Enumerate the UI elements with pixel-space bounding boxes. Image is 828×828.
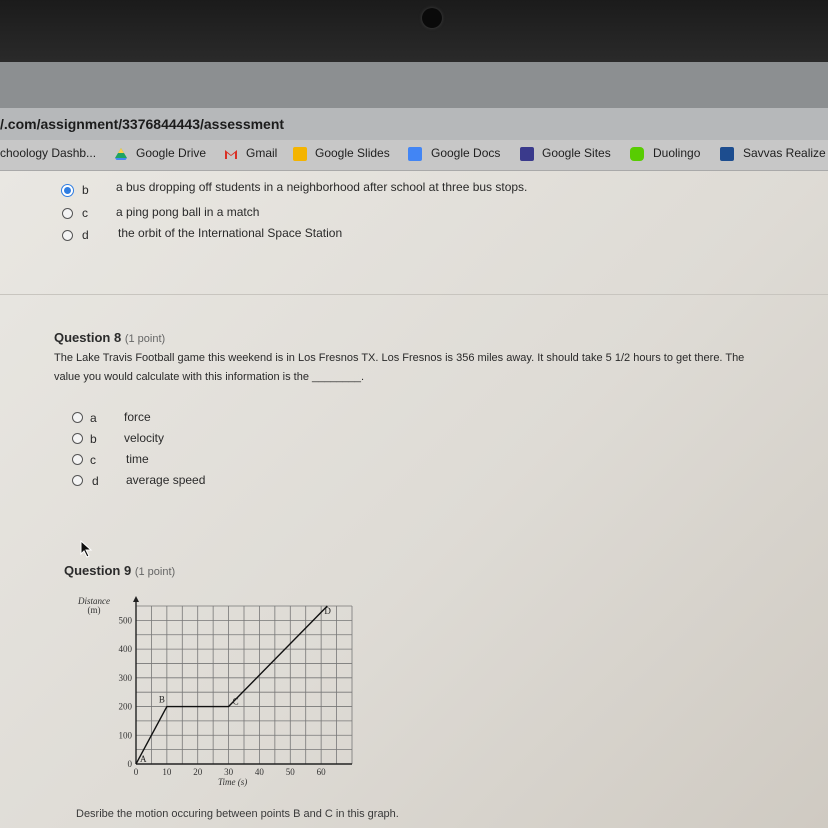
prev-option-d-text[interactable]: the orbit of the International Space Station (118, 226, 343, 240)
prev-option-c-text[interactable]: a ping pong ball in a match (116, 205, 260, 219)
bookmark-gmail[interactable]: Gmail (246, 146, 278, 160)
x-tick-label: 0 (133, 767, 139, 777)
point-label-c: C (232, 696, 239, 707)
prev-option-b-radio[interactable] (62, 185, 73, 196)
q8-option-b-letter: b (90, 432, 97, 446)
question-9-prompt: Desribe the motion occuring between points B and C in this graph. (76, 808, 399, 820)
y-tick-label: 300 (118, 672, 132, 683)
point-label-d: D (324, 606, 331, 616)
google-slides-icon (293, 147, 307, 161)
question-9-title (64, 563, 175, 578)
prev-option-d-radio[interactable] (62, 230, 73, 241)
bookmark-google-docs[interactable]: Google Docs (431, 146, 501, 160)
prev-option-d-letter: d (82, 228, 89, 242)
x-tick-label: 30 (224, 767, 234, 777)
question-8-prompt-line1: The Lake Travis Football game this weekend is in Los Fresnos TX. Los Fresnos is 356 miles away. It should take 5 1/2 hours to get there. The (54, 352, 745, 364)
bookmark-google-sites[interactable]: Google Sites (542, 146, 611, 160)
q8-option-c-radio[interactable] (72, 454, 83, 465)
google-docs-icon (408, 147, 422, 161)
question-divider (0, 294, 828, 295)
chart-svg (60, 592, 360, 792)
q8-option-d-letter: d (92, 474, 99, 488)
laptop-bezel (0, 0, 828, 62)
q8-option-b-radio[interactable] (72, 433, 83, 444)
url-text[interactable]: /.com/assignment/3376844443/assessment (0, 116, 285, 132)
webcam-icon (422, 8, 442, 28)
point-label-b: B (158, 694, 165, 705)
prev-option-b-text[interactable]: a bus dropping off students in a neighborhood after school at three bus stops. (116, 180, 528, 194)
x-tick-label: 10 (162, 767, 172, 777)
gmail-icon (224, 147, 238, 161)
q8-option-c-letter: c (90, 453, 96, 467)
question-9-label: Question 9 (64, 563, 132, 578)
question-8-label: Question 8 (54, 330, 122, 345)
bookmark-duolingo[interactable]: Duolingo (653, 146, 701, 160)
y-tick-label: 100 (118, 730, 132, 741)
bookmark-google-slides[interactable]: Google Slides (315, 146, 390, 160)
x-tick-label: 50 (285, 767, 295, 777)
q8-option-a-letter: a (90, 411, 97, 425)
y-tick-label: 400 (118, 644, 132, 655)
prev-option-b-letter: b (82, 183, 89, 197)
bookmark-google-drive[interactable]: Google Drive (136, 146, 207, 160)
x-tick-label: 40 (254, 767, 264, 777)
q8-option-c-text[interactable]: time (126, 452, 149, 466)
x-tick-label: 20 (193, 767, 203, 777)
y-axis-arrow (133, 596, 139, 602)
question-8-title (54, 330, 165, 345)
y-tick-label: 200 (118, 701, 132, 712)
prev-option-c-radio[interactable] (62, 208, 73, 219)
distance-time-graph (60, 592, 360, 797)
savvas-icon (720, 147, 734, 161)
q8-option-a-radio[interactable] (72, 412, 83, 423)
y-tick-label: 500 (118, 615, 132, 626)
bookmark-savvas-realize[interactable]: Savvas Realize (743, 146, 826, 160)
x-tick-label: 60 (316, 767, 326, 777)
mouse-cursor-icon (80, 540, 94, 558)
y-axis-unit-label: (m) (87, 605, 101, 615)
google-sites-icon (520, 147, 534, 161)
duolingo-icon (630, 147, 644, 161)
question-9-points: (1 point) (134, 566, 176, 578)
bookmark-schoology[interactable]: choology Dashb... (0, 146, 97, 160)
q8-option-b-text[interactable]: velocity (124, 431, 165, 445)
question-8-points: (1 point) (124, 333, 166, 345)
y-tick-label: 0 (127, 759, 132, 769)
point-label-a: A (140, 754, 147, 764)
question-8-prompt-line2: value you would calculate with this information is the ________. (54, 371, 365, 383)
x-axis-label: Time (s) (217, 777, 248, 787)
q8-option-d-radio[interactable] (72, 475, 83, 486)
y-axis-label: Distance (78, 596, 110, 606)
q8-option-a-text[interactable]: force (124, 410, 151, 424)
google-drive-icon (114, 147, 128, 161)
series-line (136, 606, 327, 764)
prev-option-c-letter: c (82, 206, 88, 220)
browser-tab-strip (0, 62, 828, 108)
q8-option-d-text[interactable]: average speed (126, 473, 206, 487)
